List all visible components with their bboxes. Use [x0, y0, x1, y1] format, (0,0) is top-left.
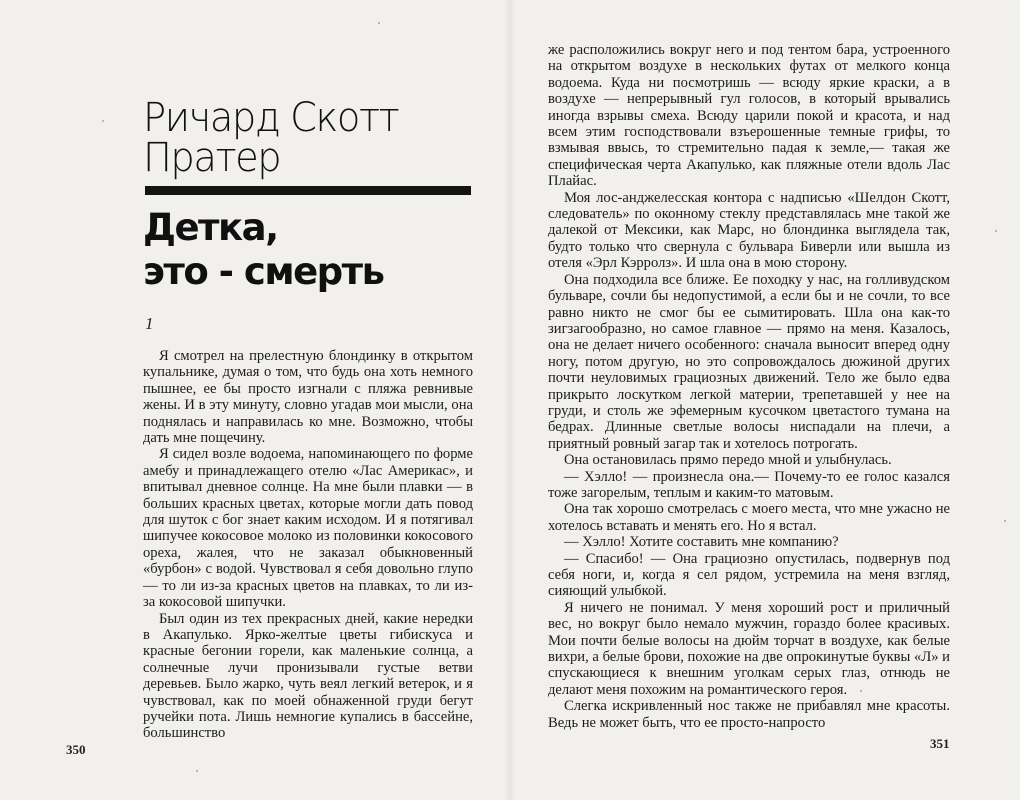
- paragraph: Она остановилась прямо передо мной и улыбнулась.: [564, 452, 892, 469]
- scan-speck: [1004, 520, 1006, 522]
- page-number-right: 351: [930, 736, 950, 751]
- title-line: это - смерть: [143, 250, 384, 293]
- scan-speck: [860, 690, 862, 692]
- paragraph: Моя лос-анджелесская контора с надписью «Шелдон Скотт, следователь» по оконному стеклу представлялась мне такой же далекой от Мексики, как Марс, но блондинка выглядела так, будто только что свернула с бульвара Биверли или вышла из отеля «Эрл Кэрролз». И шла она в мою сторону.: [548, 189, 950, 272]
- gutter-shadow: [505, 0, 515, 800]
- right-text-column: [548, 42, 950, 731]
- author-line: Ричард Скотт: [143, 95, 399, 141]
- title-rule: [145, 186, 471, 195]
- scan-speck: [102, 120, 104, 122]
- author-name: [143, 95, 460, 181]
- paragraph: Я ничего не понимал. У меня хороший рост и приличный вес, но вокруг было немало мужчин, гораздо более красивых. Мои почти белые волосы на дюйм торчат в воздухе, как белые вихри, а белые брови, похожие на две опрокинутые буквы «Л» и спускающиеся к внешним уголкам серых глаз, отнюдь не делают меня похожим на романтического героя.: [548, 599, 950, 698]
- author-line: Пратер: [143, 135, 281, 181]
- paragraph: Она так хорошо смотрелась с моего места, что мне ужасно не хотелось вставать и менять его. Но я встал.: [548, 501, 950, 534]
- paragraph: — Спасибо! — Она грациозно опустилась, подвернув под себя ноги, и, когда я сел рядом, устремила на меня взгляд, сияющий улыбкой.: [548, 550, 950, 600]
- paragraph: Она подходила все ближе. Ее походку у нас, на голливудском бульваре, сочли бы недопустимой, а если бы и не сочли, то все равно никто не смог бы ее сымитировать. Шла она как-то зигзагообразно, но самое главное — прямо на меня. Казалось, она не делает ничего особенного: сначала выносит вперед одну ногу, потом другую, но это сопровождалось дюжиной других почти неуловимых грациозных движений. Тело же было едва прикрыто лоскутком легкой материи, трепетавшей у нее на груди, и столь же эфемерным кусочком цветастого тумана на бедрах. Длинные светлые волосы ниспадали на плечи, а приятный ровный загар так и хотелось потрогать.: [548, 271, 950, 452]
- story-title: [143, 206, 483, 294]
- paragraph: Был один из тех прекрасных дней, какие нередки в Акапулько. Ярко-желтые цветы гибискуса и красные бегонии горели, как маленькие солнца, а солнечные лучи пронизывали густые ветви деревьев. Было жарко, чуть веял легкий ветерок, и я чувствовал, как по моей обнаженной груди бегут ручейки пота. Лишь немногие купались в бассейне, большинство: [143, 610, 473, 742]
- paragraph: Я смотрел на прелестную блондинку в открытом купальнике, думая о том, что будь она хоть немного пышнее, ее бы просто изгнали с пляжа ревнивые жены. И в эту минуту, словно угадав мои мысли, она поднялась и направилась ко мне. Возможно, чтобы дать мне пощечину.: [143, 348, 473, 447]
- paragraph: Я сидел возле водоема, напоминающего по форме амебу и принадлежащего отелю «Лас Америкас», и впитывал дневное солнце. На мне были плавки — в больших красных цветах, которые могли дать повод для шуток с бог знает каким исходом. И я потягивал шипучее кокосовое молоко из половинки кокосового ореха, жалея, что не заказал обыкновенный «бурбон» с водой. Чувствовал я себя довольно глупо — то ли из-за красных цветов на плавках, то ли из-за кокосовой шипучки.: [143, 446, 473, 611]
- paragraph: — Хэлло! Хотите составить мне компанию?: [564, 534, 839, 551]
- paragraph: Слегка искривленный нос также не прибавлял мне красоты. Ведь не может быть, что ее просто-напросто: [548, 698, 950, 731]
- title-line: Детка,: [143, 206, 278, 249]
- paragraph: же расположились вокруг него и под тентом бара, устроенного на открытом воздухе в нескольких футах от мелкого конца водоема. Куда ни посмотришь — всюду яркие краски, а в воздухе — непрерывный гул голосов, в который врывались иногда взрывы смеха. Всюду царили покой и красота, и над всем этим господствовали взъерошенные темные грифы, то взмывая ввысь, то стремительно падая к земле,— такая же специфическая черта Акапулько, как пляжные отели вдоль Лас Плайас.: [548, 42, 950, 190]
- page-number-left: 350: [66, 742, 86, 757]
- scan-speck: [995, 230, 997, 232]
- scan-speck: [378, 22, 380, 24]
- left-text-column: [143, 348, 473, 742]
- chapter-number: 1: [145, 314, 154, 333]
- scan-speck: [196, 770, 198, 772]
- paragraph: — Хэлло! — произнесла она.— Почему-то ее голос казался тоже загорелым, теплым и каким-то матовым.: [548, 468, 950, 501]
